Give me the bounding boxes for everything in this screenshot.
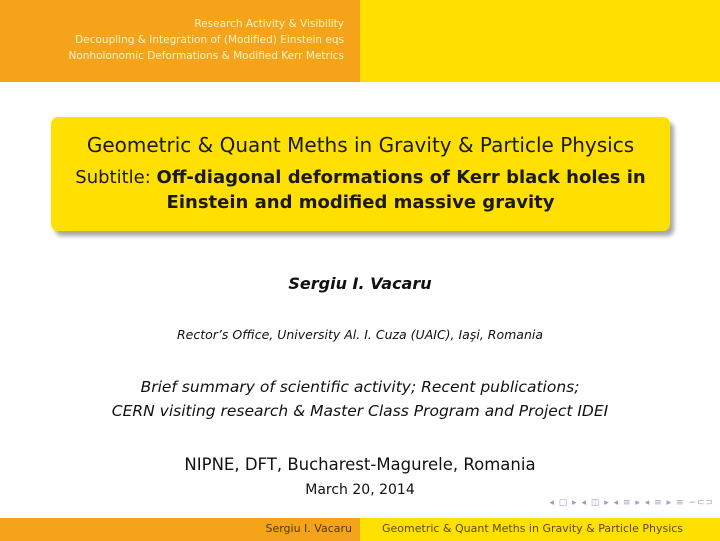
date: March 20, 2014 — [305, 482, 415, 498]
summary-line-1: Brief summary of scientific activity; Recent publications; — [140, 378, 580, 396]
section-link-research-activity[interactable]: Research Activity & Visibility — [194, 18, 344, 30]
section-link-nonholonomic[interactable]: Nonholonomic Deformations & Modified Kerr Metrics — [68, 50, 344, 62]
header-right-bar — [360, 0, 720, 82]
section-link-decoupling[interactable]: Decoupling & Integration of (Modified) Einstein eqs — [75, 34, 344, 46]
author-name: Sergiu I. Vacaru — [288, 274, 432, 293]
venue: NIPNE, DFT, Bucharest-Magurele, Romania — [184, 455, 536, 474]
summary-line-2: CERN visiting research & Master Class Program and Project IDEI — [111, 402, 609, 420]
slide-title: Geometric & Quant Meths in Gravity & Particle Physics — [86, 133, 635, 157]
beamer-navigation-icons[interactable]: ◂ ▢ ▸ ◂ ◫ ▸ ◂ ≡ ▸ ◂ ≡ ▸ ≡ ∽⊂⊃ — [549, 498, 714, 508]
header-left-bar — [0, 0, 360, 82]
subtitle-text: Off-diagonal deformations of Kerr black holes in Einstein and modified massive gravity — [156, 167, 646, 213]
footer-author: Sergiu I. Vacaru — [265, 522, 352, 535]
section-navigation — [69, 16, 344, 64]
subtitle-prefix: Subtitle: — [75, 167, 157, 188]
slide-subtitle — [51, 165, 670, 215]
title-block — [51, 117, 670, 231]
footer-left-bar — [0, 518, 360, 541]
footer-title: Geometric & Quant Meths in Gravity & Particle Physics — [382, 522, 684, 535]
footer-right-bar — [360, 518, 720, 541]
talk-summary — [0, 375, 720, 423]
author-affiliation: Rector’s Office, University Al. I. Cuza (UAIC), Iaşi, Romania — [176, 327, 544, 342]
